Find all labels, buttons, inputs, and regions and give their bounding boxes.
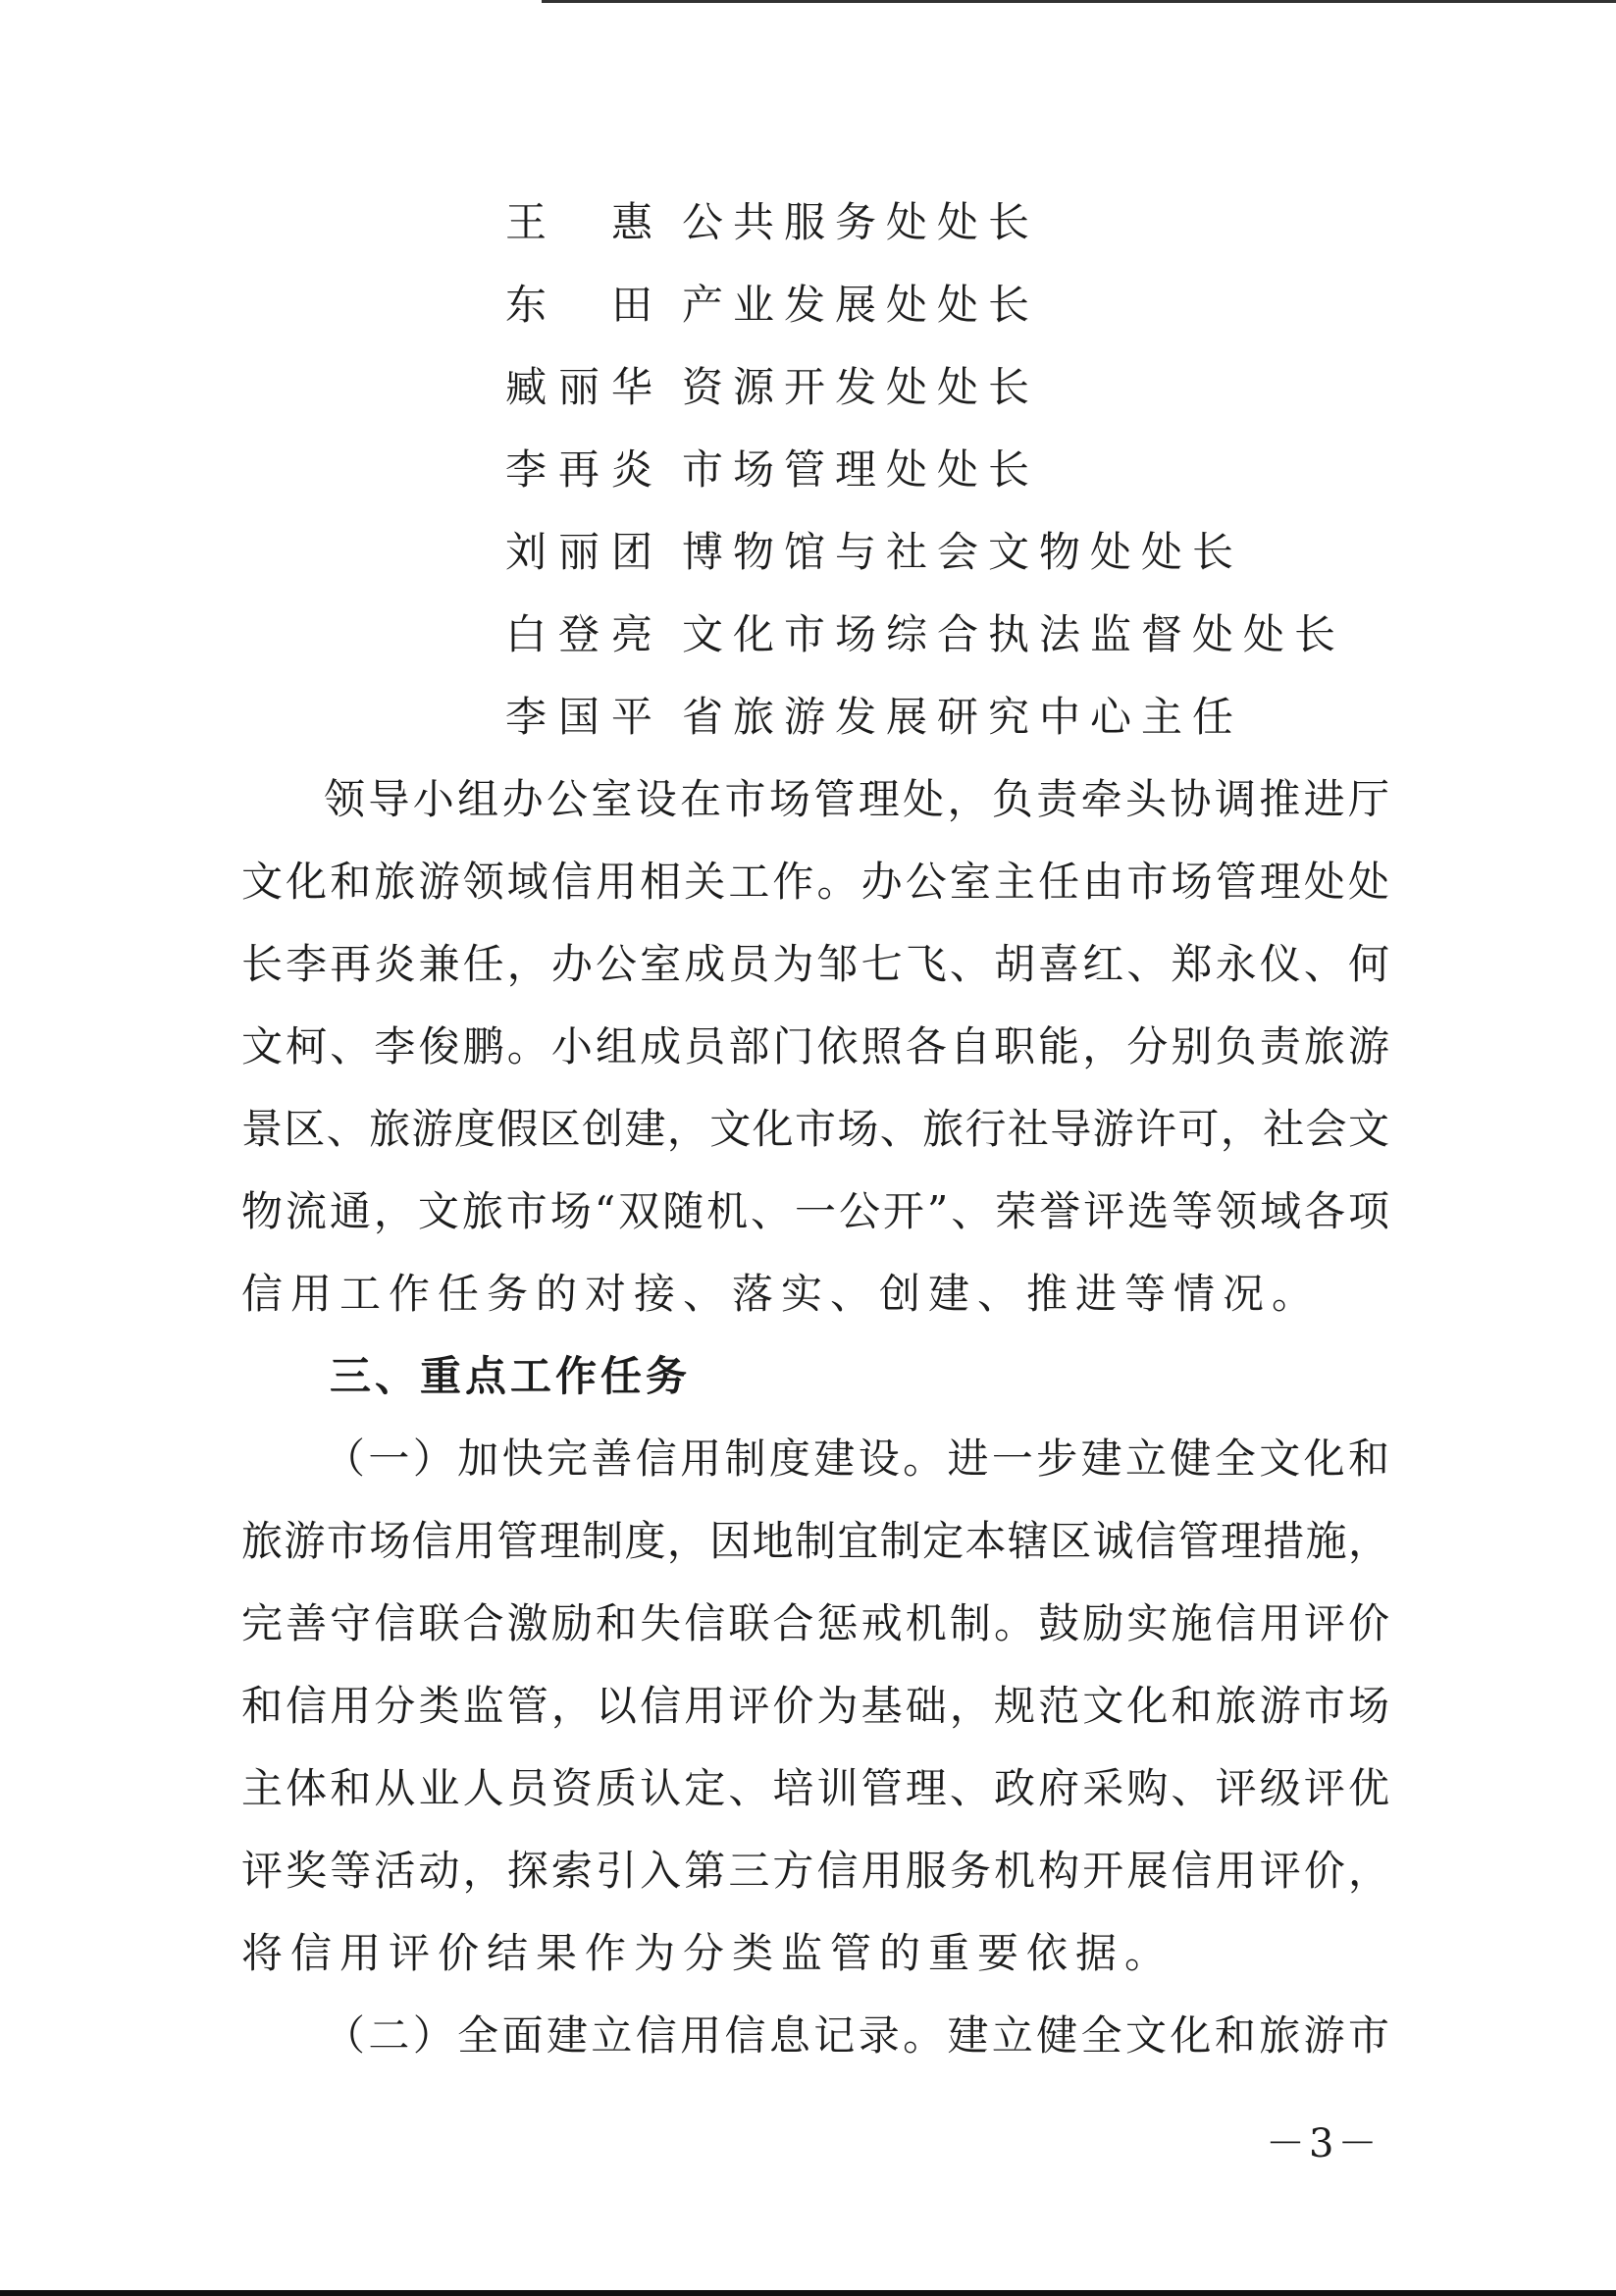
member-name: 东 田 <box>505 281 652 329</box>
member-title: 产业发展处处长 <box>682 281 1040 329</box>
text-line: （二）全面建立信用信息记录。建立健全文化和旅游市 <box>324 2011 1389 2060</box>
page-number: －3－ <box>1266 2121 1381 2166</box>
member-row <box>505 594 1389 676</box>
member-name: 白登亮 <box>505 610 652 658</box>
member-title: 资源开发处处长 <box>682 363 1040 411</box>
text-line: 文柯、李俊鹏。小组成员部门依照各自职能，分别负责旅游 <box>241 1022 1389 1070</box>
member-name: 王 惠 <box>505 198 652 246</box>
member-row <box>505 511 1389 594</box>
text-line: （一）加快完善信用制度建设。进一步建立健全文化和 <box>324 1435 1389 1483</box>
office-paragraph <box>241 758 1389 1335</box>
member-row <box>505 182 1389 264</box>
text-line: 领导小组办公室设在市场管理处，负责牵头协调推进厅 <box>324 775 1389 823</box>
member-title: 市场管理处处长 <box>682 445 1040 494</box>
member-name: 臧丽华 <box>505 363 652 411</box>
text-line: 长李再炎兼任，办公室成员为邹七飞、胡喜红、郑永仪、何 <box>241 940 1389 988</box>
text-line: 主体和从业人员资质认定、培训管理、政府采购、评级评优 <box>241 1764 1389 1812</box>
member-list <box>505 182 1389 758</box>
member-name: 李国平 <box>505 693 652 741</box>
member-row <box>505 429 1389 511</box>
bottom-border-line <box>0 2290 1616 2296</box>
text-line: 景区、旅游度假区创建，文化市场、旅行社导游许可，社会文 <box>241 1105 1389 1153</box>
section-paragraph-2 <box>241 1995 1389 2077</box>
text-line: 信用工作任务的对接、落实、创建、推进等情况。 <box>241 1270 1322 1318</box>
text-line: 文化和旅游领域信用相关工作。办公室主任由市场管理处处 <box>241 858 1389 906</box>
member-name: 李再炎 <box>505 445 652 494</box>
text-line: 完善守信联合激励和失信联合惩戒机制。鼓励实施信用评价 <box>241 1599 1389 1647</box>
member-title: 公共服务处处长 <box>682 198 1040 246</box>
section-heading: 三、重点工作任务 <box>330 1352 692 1400</box>
text-line: 评奖等活动，探索引入第三方信用服务机构开展信用评价， <box>241 1847 1389 1895</box>
member-title: 博物馆与社会文物处处长 <box>682 528 1244 576</box>
member-row <box>505 346 1389 429</box>
section-paragraph-1 <box>241 1418 1389 1995</box>
member-row <box>505 264 1389 346</box>
text-line: 和信用分类监管，以信用评价为基础，规范文化和旅游市场 <box>241 1682 1389 1730</box>
text-line: 物流通，文旅市场“双随机、一公开”、荣誉评选等领域各项 <box>241 1187 1389 1235</box>
text-line: 旅游市场信用管理制度，因地制宜制定本辖区诚信管理措施， <box>241 1517 1389 1565</box>
member-title: 文化市场综合执法监督处处长 <box>682 610 1346 658</box>
member-title: 省旅游发展研究中心主任 <box>682 693 1244 741</box>
document-body <box>241 0 1389 2230</box>
member-name: 刘丽团 <box>505 528 652 576</box>
text-line: 将信用评价结果作为分类监管的重要依据。 <box>241 1929 1174 1977</box>
member-row <box>505 676 1389 758</box>
